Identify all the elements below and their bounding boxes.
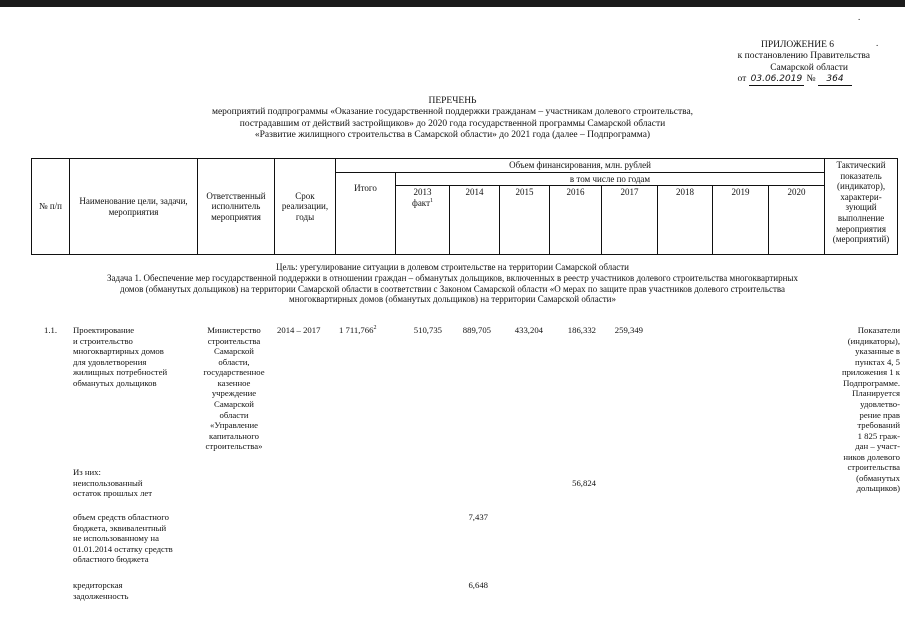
indicator-line: пунктах 4, 5 [854,356,900,367]
row-name [73,325,198,388]
goal-line: Цель: урегулирование ситуации в долевом строительстве на территории Самарской области [276,262,629,272]
indicator-line: удовлетво- [860,398,900,409]
funding-table-header [31,158,898,255]
header-indicator: Тактический показатель (индикатор), характери-зующий выполнение мероприятия (мероприятий) [825,159,898,255]
responsible-line: области, [218,356,250,367]
row-number: 1.1. [44,325,58,335]
number-prefix: № [806,74,816,85]
of-them-label: Из них: [73,467,101,477]
header-year-2016: 2016 [550,186,602,255]
header-by-years: в том числе по годам [396,172,825,186]
scan-speck: . [876,38,879,48]
sub-row-line: объем средств областного [73,512,169,522]
name-line: Проектирование [73,325,135,335]
sub-row-line: кредиторская [73,580,123,590]
budget-equivalent-value: 7,437 [468,512,488,522]
task-line: домов (обманутых дольщиков) на территории Самарской области в соответствии с Законом Самарской области «О мерах по защите прав участников долевого строительства [119,283,786,294]
value-2016: 433,204 [514,325,543,335]
sub-row-line: областного бюджета [73,554,149,565]
appendix-line: к постановлению Правительства [737,51,870,62]
indicator-line: приложения 1 к [841,367,900,378]
heading-line: «Развитие жилищного строительства в Самарской области» до 2021 года (далее – Подпрограмма) [254,130,651,141]
sub-row-line: 01.01.2014 остатку средств [73,543,173,554]
payables-value: 6,648 [468,580,488,590]
header-num: № п/п [32,159,70,255]
responsible-line: государственное [203,367,265,378]
indicator-line: (обманутых [856,472,900,483]
responsible-line: Самарской [214,346,254,357]
indicator-line: Показатели [857,325,900,335]
header-year-2020: 2020 [769,186,825,255]
responsible-line: капитального [209,430,259,441]
indicator-line: дольщиков) [856,483,900,494]
heading-title: ПЕРЕЧЕНЬ [428,96,477,106]
name-line: обманутых дольщиков [73,377,157,388]
year-label: 2013 [413,187,432,198]
header-responsible: Ответственный исполнитель мероприятия [198,159,275,255]
sub-row-line: не использованному на [73,533,159,544]
sub-row-line: задолженность [73,590,129,601]
heading-line: мероприятий подпрограммы «Оказание государственной поддержки гражданам – участникам долевого строительства, [211,107,694,118]
row-responsible [196,325,272,452]
value-2014: 510,735 [413,325,442,335]
document-heading [100,96,805,142]
task-line: многоквартирных домов (обманутых дольщиков) на территории Самарской области» [289,294,616,305]
responsible-line: Министерство [207,325,261,335]
sub-row-budget-equivalent [73,512,198,565]
responsible-line: области [219,409,249,420]
responsible-line: учреждение [211,388,257,399]
heading-line: пострадавшим от действий застройщиков» до 2020 года государственной программы Самарской области [239,118,666,129]
sub-row-payables [73,580,198,601]
header-name: Наименование цели, задачи, мероприятия [70,159,198,255]
sub-row-line: бюджета, эквивалентный [73,522,167,533]
header-period: Срок реализации, годы [275,159,336,255]
responsible-line: Самарской [214,398,254,409]
fact-label: факт [411,197,430,208]
appendix-line: Самарской области [770,62,848,73]
handwritten-number: 364 [818,74,852,86]
name-line: жилищных потребностей [73,367,168,378]
indicator-line: рение прав [859,409,900,420]
value-2017: 186,332 [567,325,596,335]
indicator-line: (индикаторы), [847,335,900,346]
header-year-2017: 2017 [602,186,658,255]
scan-top-edge [0,0,905,7]
responsible-line: казенное [217,377,251,388]
scan-speck: . [858,12,861,22]
name-line: для удовлетворения [73,356,147,367]
total-value: 1 711,766 [339,325,374,335]
indicator-line: Подпрограмме. [843,377,900,388]
indicator-line: строительства [847,462,900,473]
responsible-line: строительства» [205,441,263,452]
sub-row-unused-balance [73,467,198,499]
header-year-2013 [396,186,450,255]
header-year-2015: 2015 [500,186,550,255]
name-line: многоквартирных домов [73,346,164,357]
indicator-line: указанные в [855,346,900,357]
header-year-2018: 2018 [658,186,713,255]
header-total: Итого [336,172,396,255]
appendix-block [700,40,870,86]
appendix-date-line [700,74,870,86]
indicator-line: требований [857,420,900,431]
name-line: и строительство [73,335,133,346]
responsible-line: «Управление [210,420,258,431]
indicator-line: ников долевого [843,451,900,462]
value-2015: 889,705 [462,325,491,335]
date-prefix: от [737,74,747,85]
goal-block [10,262,895,305]
indicator-line: Планируется [852,388,900,399]
header-year-2014: 2014 [450,186,500,255]
row-indicator [820,325,900,494]
responsible-line: строительства [207,335,261,346]
sub-row-line: неиспользованный [73,477,143,488]
row-total [339,325,376,336]
row-period: 2014 – 2017 [277,325,321,335]
value-2018: 259,349 [614,325,643,335]
indicator-line: 1 825 граж- [857,430,900,441]
footnote-mark: 1 [430,197,433,204]
indicator-line: дан – участ- [855,441,900,452]
appendix-title: ПРИЛОЖЕНИЕ 6 [760,40,835,50]
footnote-mark: 2 [373,325,377,332]
header-funding: Объем финансирования, млн. рублей [336,159,825,173]
task-line: Задача 1. Обеспечение мер государственной поддержки в отношении граждан – обманутых дольщиков, включенных в реестр участников долевого строительства многоквартирных [107,272,798,283]
handwritten-date: 03.06.2019 [750,74,803,85]
header-year-2019: 2019 [713,186,769,255]
unused-balance-value: 56,824 [572,478,596,488]
sub-row-line: остаток прошлых лет [73,488,153,499]
